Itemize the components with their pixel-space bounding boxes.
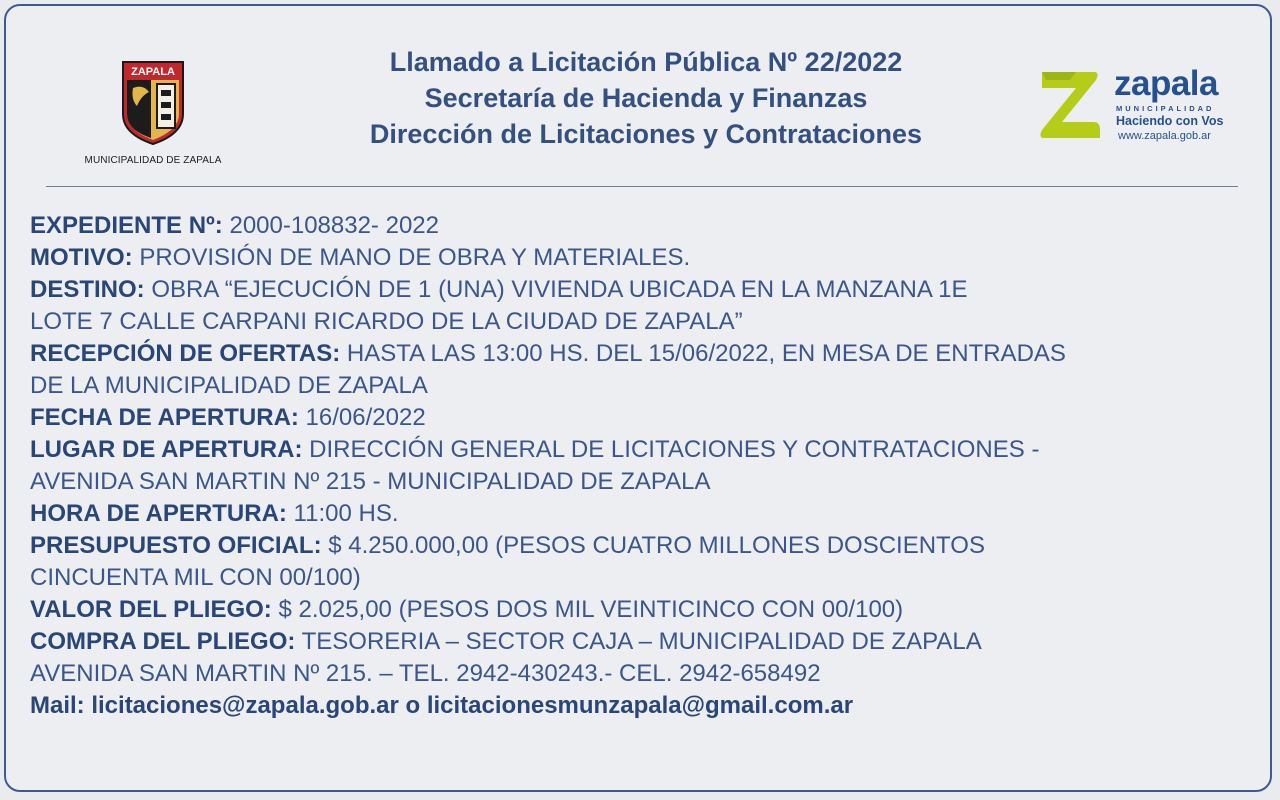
motivo-label: MOTIVO: — [30, 244, 133, 271]
motivo-row — [30, 242, 1260, 274]
recepcion-continuation: DE LA MUNICIPALIDAD DE ZAPALA — [30, 372, 428, 399]
lugar-continuation: AVENIDA SAN MARTIN Nº 215 - MUNICIPALIDAD DE ZAPALA — [30, 468, 711, 495]
mail-line: Mail: licitaciones@zapala.gob.ar o licitacionesmunzapala@gmail.com.ar — [30, 692, 854, 719]
brand-website: www.zapala.gob.ar — [1118, 130, 1211, 142]
compra-continuation: AVENIDA SAN MARTIN Nº 215. – TEL. 2942-430243.- CEL. 2942-658492 — [30, 660, 821, 687]
fecha-value: 16/06/2022 — [298, 404, 426, 431]
lugar-value: DIRECCIÓN GENERAL DE LICITACIONES Y CONTRATACIONES - — [302, 436, 1040, 463]
expediente-label: EXPEDIENTE Nº: — [30, 212, 223, 239]
brand-slogan: Haciendo con Vos — [1116, 114, 1224, 128]
presupuesto-value: $ 4.250.000,00 (PESOS CUATRO MILLONES DOSCIENTOS — [321, 532, 985, 559]
hora-value: 11:00 HS. — [286, 500, 399, 527]
secretariat-title: Secretaría de Hacienda y Finanzas — [424, 83, 868, 113]
header — [6, 6, 1270, 186]
lugar-label: LUGAR DE APERTURA: — [30, 436, 303, 463]
lugar-row — [30, 434, 1260, 466]
recepcion-label: RECEPCIÓN DE OFERTAS: — [30, 340, 341, 367]
hora-label: HORA DE APERTURA: — [30, 500, 287, 527]
destino-row — [30, 274, 1260, 306]
fecha-row — [30, 402, 1260, 434]
left-logo-caption: MUNICIPALIDAD DE ZAPALA — [84, 155, 222, 166]
notice-body — [30, 210, 1260, 722]
brand-name: zapala — [1114, 64, 1218, 103]
recepcion-row — [30, 338, 1260, 370]
compra-label: COMPRA DEL PLIEGO: — [30, 628, 296, 655]
valor-label: VALOR DEL PLIEGO: — [30, 596, 272, 623]
compra-row — [30, 626, 1260, 658]
title-block — [286, 44, 1006, 152]
notice-card — [4, 4, 1272, 792]
expediente-row — [30, 210, 1260, 242]
shield-icon — [121, 60, 185, 146]
header-divider — [46, 186, 1238, 187]
expediente-value: 2000-108832- 2022 — [222, 212, 439, 239]
zapala-brand-logo — [1036, 64, 1246, 148]
municipal-shield-logo — [78, 60, 228, 166]
motivo-value: PROVISIÓN DE MANO DE OBRA Y MATERIALES. — [132, 244, 691, 271]
destino-label: DESTINO: — [30, 276, 145, 303]
presupuesto-continuation: CINCUENTA MIL CON 00/100) — [30, 564, 361, 591]
valor-row — [30, 594, 1260, 626]
destino-value: OBRA “EJECUCIÓN DE 1 (UNA) VIVIENDA UBICADA EN LA MANZANA 1E — [144, 276, 968, 303]
valor-value: $ 2.025,00 (PESOS DOS MIL VEINTICINCO CON 00/100) — [271, 596, 904, 623]
presupuesto-label: PRESUPUESTO OFICIAL: — [30, 532, 322, 559]
notice-title: Llamado a Licitación Pública Nº 22/2022 — [389, 47, 903, 77]
brand-subtitle: MUNICIPALIDAD — [1116, 104, 1215, 113]
hora-row — [30, 498, 1260, 530]
direction-title: Dirección de Licitaciones y Contrataciones — [369, 119, 923, 149]
compra-value: TESORERIA – SECTOR CAJA – MUNICIPALIDAD DE ZAPALA — [295, 628, 982, 655]
shield-word: ZAPALA — [131, 66, 175, 78]
z-logo-icon — [1036, 68, 1102, 142]
destino-continuation: LOTE 7 CALLE CARPANI RICARDO DE LA CIUDAD DE ZAPALA” — [30, 308, 743, 335]
recepcion-value: HASTA LAS 13:00 HS. DEL 15/06/2022, EN MESA DE ENTRADAS — [340, 340, 1066, 367]
fecha-label: FECHA DE APERTURA: — [30, 404, 299, 431]
presupuesto-row — [30, 530, 1260, 562]
